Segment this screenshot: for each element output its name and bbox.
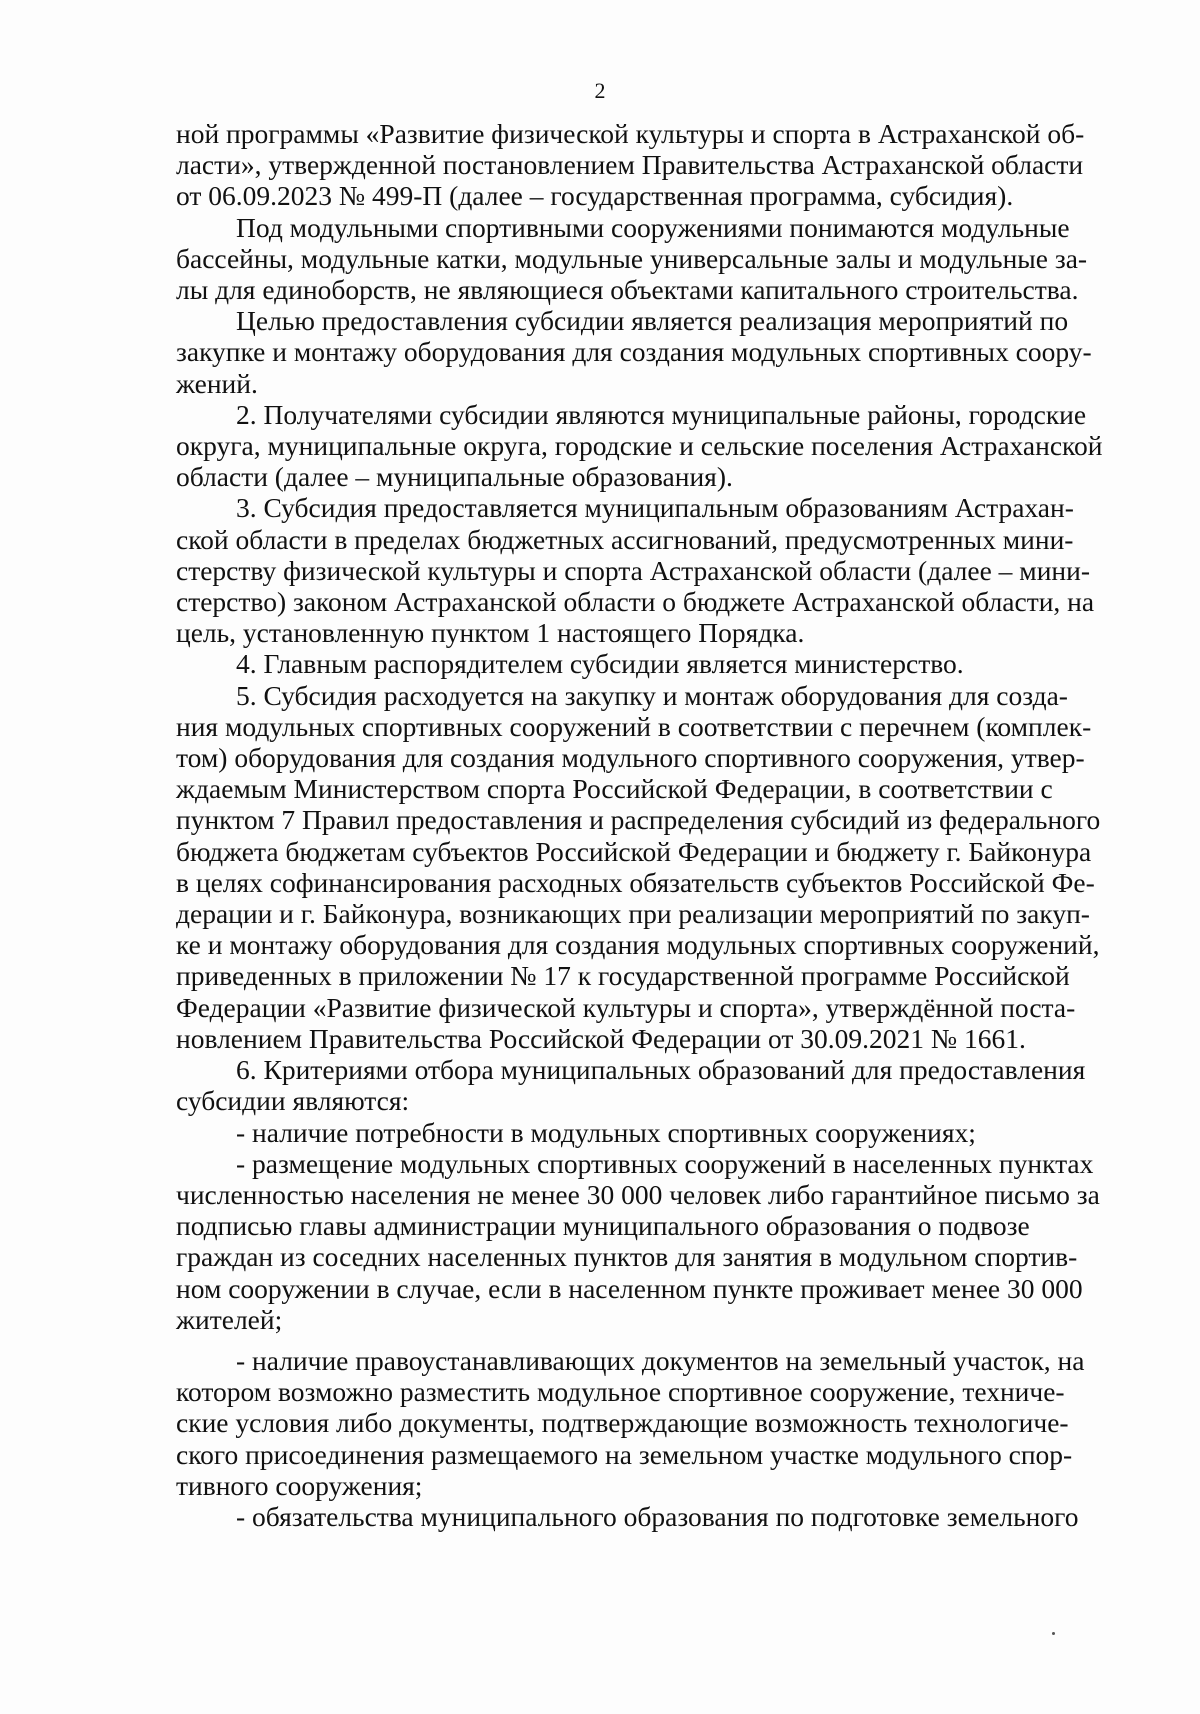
text-line: бассейны, модульные катки, модульные универсальные залы и модульные за- — [176, 242, 1088, 274]
paragraph — [176, 1054, 1086, 1117]
text-line: округа, муниципальные округа, городские и сельские поселения Астраханской — [176, 430, 1103, 462]
text-line: ной программы «Развитие физической культуры и спорта в Астраханской об- — [176, 118, 1085, 149]
paragraph — [176, 1147, 1100, 1335]
scan-speck — [1052, 1632, 1055, 1635]
paragraph — [176, 492, 1095, 649]
paragraph — [176, 1117, 1042, 1148]
paragraph — [176, 1344, 1085, 1501]
text-line: жений. — [176, 367, 258, 399]
paragraph-gap — [176, 1335, 1042, 1345]
text-line: ские условия либо документы, подтверждающие возможность технологиче- — [176, 1407, 1069, 1439]
text-line: граждан из соседних населенных пунктов для занятия в модульном спортив- — [176, 1241, 1078, 1273]
text-line: от 06.09.2023 № 499-П (далее – государственная программа, субсидия). — [176, 180, 1014, 212]
text-line: области (далее – муниципальные образования). — [176, 461, 733, 493]
paragraph — [176, 679, 1101, 1054]
text-line: 6. Критериями отбора муниципальных образований для предоставления — [236, 1054, 1086, 1086]
text-line: Под модульными спортивными сооружениями понимаются модульные — [236, 211, 1070, 243]
text-line: 5. Субсидия расходуется на закупку и монтаж оборудования для созда- — [236, 679, 1068, 711]
text-line: 2. Получателями субсидии являются муниципальные районы, городские — [236, 398, 1087, 430]
page-number: 2 — [594, 78, 606, 103]
text-line: ского присоединения размещаемого на земельном участке модульного спор- — [176, 1438, 1073, 1470]
text-line: - размещение модульных спортивных сооружений в населенных пунктах — [236, 1147, 1094, 1179]
text-line: закупке и монтажу оборудования для создания модульных спортивных соору- — [176, 336, 1092, 368]
text-line: тивного сооружения; — [176, 1469, 423, 1501]
text-line: ласти», утвержденной постановлением Правительства Астраханской области — [176, 149, 1084, 181]
text-line: ской области в пределах бюджетных ассигнований, предусмотренных мини- — [176, 523, 1074, 555]
text-line: пунктом 7 Правил предоставления и распределения субсидий из федерального — [176, 804, 1101, 836]
text-line: дерации и г. Байконура, возникающих при реализации мероприятий по закуп- — [176, 898, 1090, 930]
text-line: численностью населения не менее 30 000 человек либо гарантийное письмо за — [176, 1178, 1100, 1210]
paragraph — [176, 1500, 1079, 1532]
paragraph — [176, 648, 1042, 679]
text-line: ния модульных спортивных сооружений в соответствии с перечнем (комплек- — [176, 710, 1092, 742]
text-line: - наличие правоустанавливающих документов на земельный участок, на — [236, 1344, 1085, 1376]
text-line: подписью главы администрации муниципального образования о подвозе — [176, 1210, 1030, 1242]
text-line: Целью предоставления субсидии является реализация мероприятий по — [236, 305, 1069, 337]
text-line: жителей; — [176, 1303, 283, 1335]
text-line: ке и монтажу оборудования для создания модульных спортивных сооружений, — [176, 929, 1100, 961]
text-line: котором возможно разместить модульное спортивное сооружение, техниче- — [176, 1376, 1065, 1408]
text-line: том) оборудования для создания модульного спортивного сооружения, утвер- — [176, 742, 1085, 774]
text-line: Федерации «Развитие физической культуры и спорта», утверждённой поста- — [176, 991, 1076, 1023]
text-line: новлением Правительства Российской Федерации от 30.09.2021 № 1661. — [176, 1022, 1026, 1054]
text-line: субсидии являются: — [176, 1085, 410, 1117]
paragraph — [176, 118, 1085, 212]
text-line: ждаемым Министерством спорта Российской Федерации, в соответствии с — [176, 773, 1053, 805]
text-line: бюджета бюджетам субъектов Российской Федерации и бюджету г. Байконура — [176, 835, 1092, 867]
document-body — [176, 118, 1103, 1532]
text-line: цель, установленную пунктом 1 настоящего Порядка. — [176, 617, 805, 649]
text-line: стерству физической культуры и спорта Астраханской области (далее – мини- — [176, 554, 1090, 586]
text-line: - наличие потребности в модульных спортивных сооружениях; — [236, 1116, 976, 1148]
text-line: ном сооружении в случае, если в населенном пункте проживает менее 30 000 — [176, 1272, 1083, 1304]
text-line: приведенных в приложении № 17 к государственной программе Российской — [176, 960, 1070, 992]
text-line: стерство) законом Астраханской области о бюджете Астраханской области, на — [176, 586, 1095, 618]
text-line: 3. Субсидия предоставляется муниципальным образованиям Астрахан- — [236, 492, 1074, 524]
paragraph — [176, 211, 1088, 306]
text-line: - обязательства муниципального образования по подготовке земельного — [236, 1500, 1079, 1532]
text-line: 4. Главным распорядителем субсидии является министерство. — [236, 648, 964, 680]
text-line: лы для единоборств, не являющиеся объектами капитального строительства. — [176, 274, 1079, 306]
text-line: в целях софинансирования расходных обязательств субъектов Российской Фе- — [176, 866, 1095, 898]
paragraph — [176, 305, 1092, 399]
paragraph — [176, 398, 1103, 493]
